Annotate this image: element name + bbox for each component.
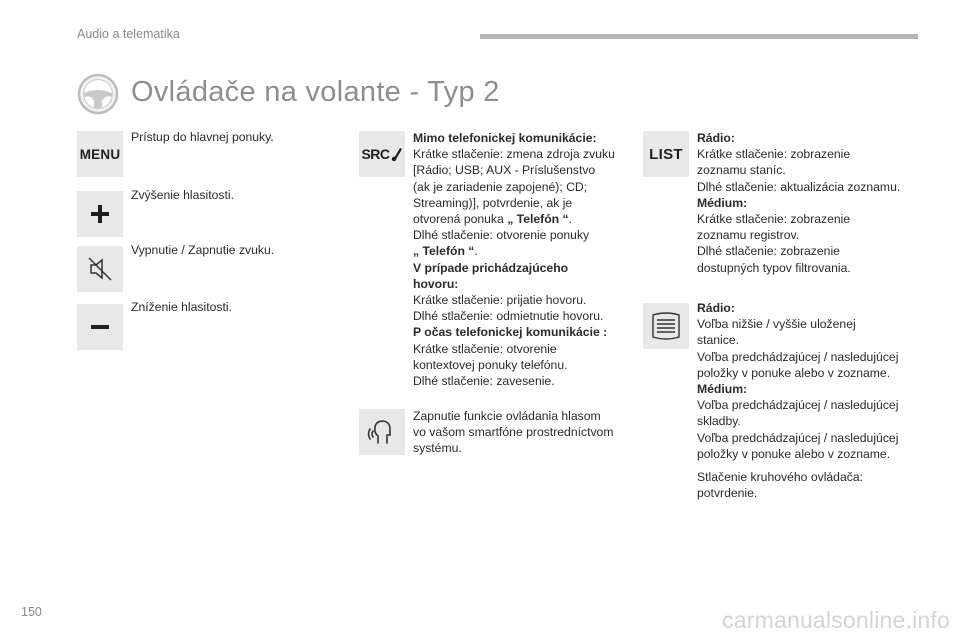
list-button-icon: LIST	[643, 131, 689, 177]
header-bar	[480, 34, 918, 39]
page-number: 150	[21, 605, 42, 619]
watermark: carmanualsonline.info	[722, 607, 950, 633]
mute-description: Vypnutie / Zapnutie zvuku.	[131, 243, 275, 257]
steering-wheel-icon	[77, 73, 119, 115]
thumbwheel-icon	[643, 303, 689, 349]
volume-up-icon	[77, 191, 123, 237]
list-description: Rádio: Krátke stlačenie: zobrazenie zoznamu staníc. Dlhé stlačenie: aktualizácia zoznamu. Médium: Krátke stlačenie: zobrazenie zoznamu registrov. Dlhé stlačenie: zobrazenie dostupných typov filtrovania.	[697, 131, 901, 275]
voice-command-description: Zapnutie funkcie ovládania hlasom vo vašom smartfóne prostredníctvom systému.	[413, 409, 614, 456]
volume-down-description: Zníženie hlasitosti.	[131, 300, 232, 314]
section-label: Audio a telematika	[77, 27, 180, 41]
voice-command-icon	[359, 409, 405, 455]
volume-up-description: Zvýšenie hlasitosti.	[131, 188, 234, 202]
menu-description: Prístup do hlavnej ponuky.	[131, 130, 274, 144]
thumbwheel-description: Rádio: Voľba nižšie / vyššie uloženej stanice. Voľba predchádzajúcej / nasledujúcej položky v ponuke alebo v zozname. Médium: Voľba predchádzajúcej / nasledujúcej skladby. Voľba predchádzajúcej / nasledujúcej položky v ponuke alebo v zozname.	[697, 301, 899, 461]
src-button-icon: SRC	[359, 131, 405, 177]
thumbwheel-press-description: Stlačenie kruhového ovládača: potvrdenie.	[697, 470, 863, 501]
page-title: Ovládače na volante - Typ 2	[131, 76, 500, 108]
volume-down-icon	[77, 304, 123, 350]
menu-button-icon: MENU	[77, 131, 123, 177]
mute-icon	[77, 246, 123, 292]
src-description: Mimo telefonickej komunikácie: Krátke stlačenie: zmena zdroja zvuku [Rádio; USB; AUX - Príslušenstvo (ak je zariadenie zapojené); CD; Streaming)], potvrdenie, ak je otvorená ponuka „ Telefón “. Dlhé stlačenie: otvorenie ponuky „ Telefón “. V prípade prichádzajúceho hovoru: Krátke stlačenie: prijatie hovoru. Dlhé stlačenie: odmietnutie hovoru. P očas telefonickej komunikácie : Krátke stlačenie: otvorenie kontextovej ponuky telefónu. Dlhé stlačenie: zavesenie.	[413, 131, 615, 389]
